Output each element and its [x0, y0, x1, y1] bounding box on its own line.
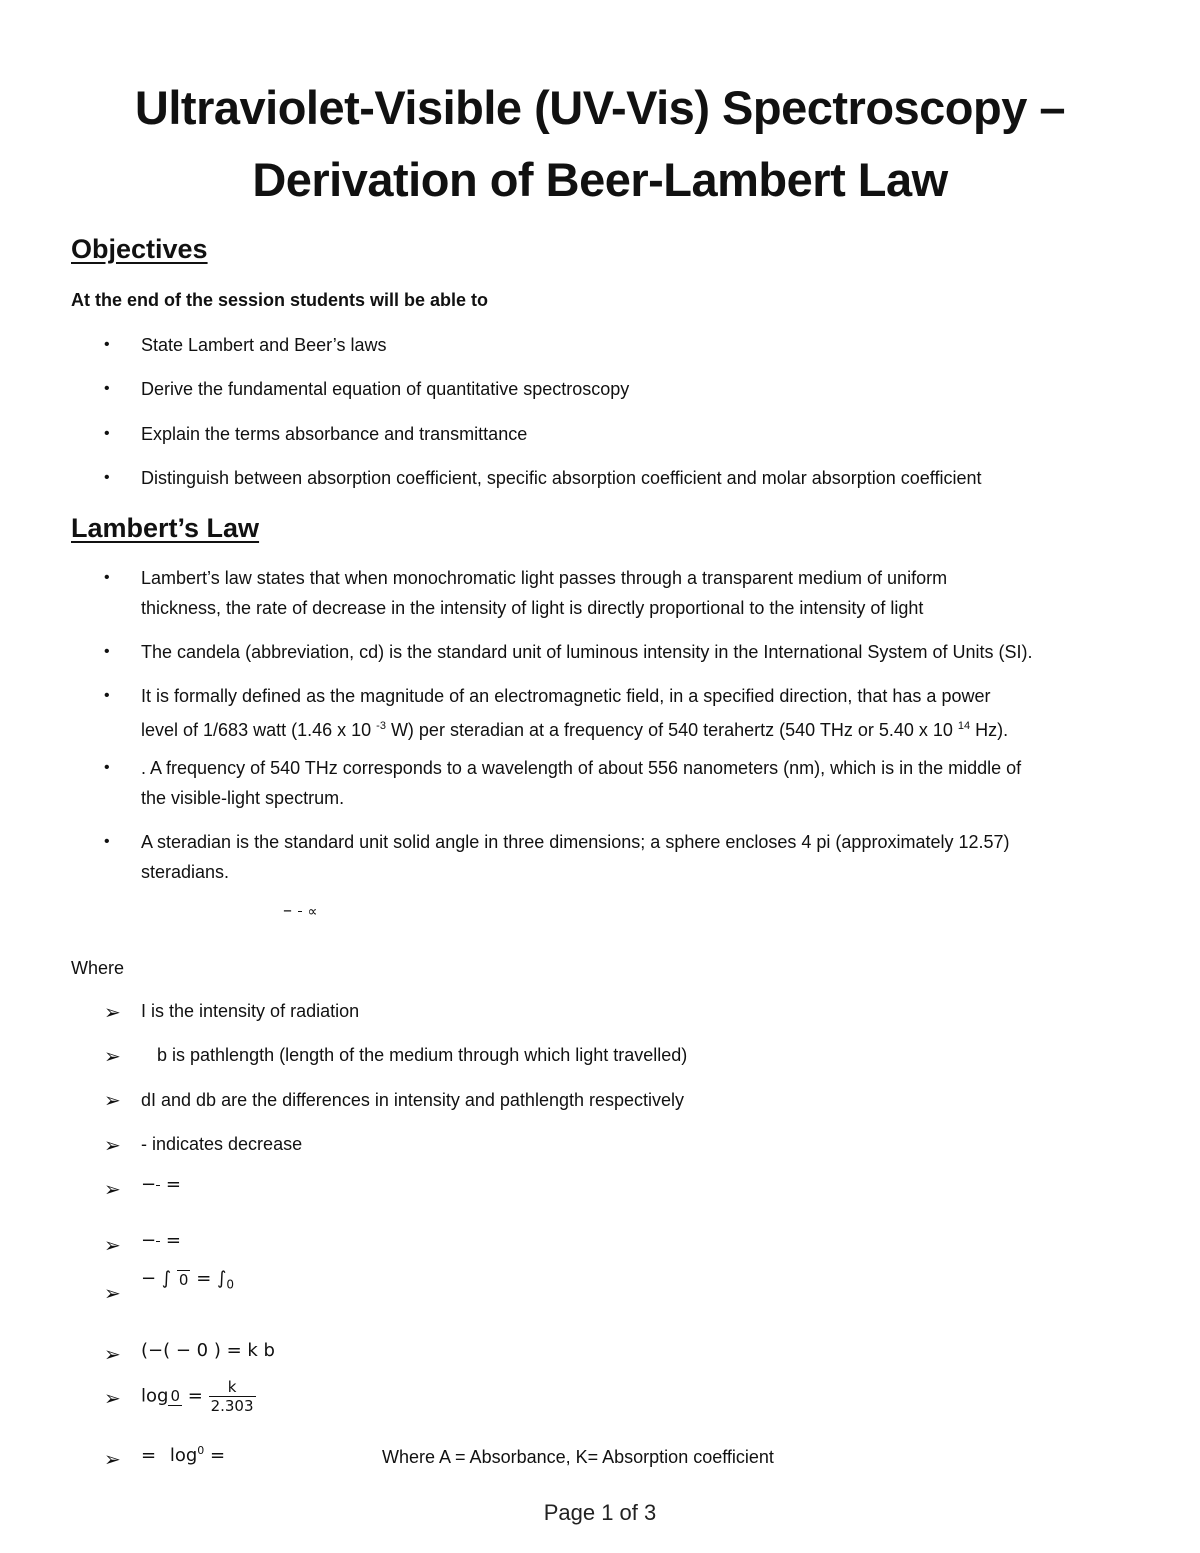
lambert-item-line	[141, 711, 1141, 745]
minus-sign: −	[141, 1174, 157, 1195]
equation-step-log	[141, 1378, 256, 1415]
fraction	[156, 1185, 160, 1186]
exponent: 0	[197, 1444, 205, 1457]
bullet-icon: •	[104, 469, 110, 486]
minus-sign: –	[283, 900, 292, 921]
minus-sign: −	[141, 1230, 157, 1251]
equation-step-integral	[141, 1268, 234, 1292]
objective-item: Distinguish between absorption coefficient, specific absorption coefficient and molar absorption coefficient	[141, 468, 982, 488]
definition-item: - indicates decrease	[141, 1134, 303, 1154]
lambert-item-line: A steradian is the standard unit solid angle in three dimensions; a sphere encloses 4 pi (approximately 12.57)	[141, 832, 1010, 852]
definition-item: I is the intensity of radiation	[141, 1001, 360, 1021]
bullet-icon: •	[104, 759, 110, 776]
arrow-bullet-icon: ➢	[104, 1283, 121, 1305]
equation-lhs: =	[141, 1445, 157, 1466]
fraction-numerator	[298, 911, 302, 912]
fraction	[156, 1241, 160, 1242]
equals-sign: =	[196, 1268, 212, 1289]
arrow-bullet-icon: ➢	[104, 1002, 121, 1024]
objective-item: State Lambert and Beer’s laws	[141, 335, 387, 355]
fraction-numerator: 0	[170, 1387, 180, 1405]
equation-proportionality	[283, 900, 317, 921]
equation-step	[141, 1230, 181, 1251]
log-function: log	[141, 1385, 169, 1407]
arrow-bullet-icon: ➢	[104, 1179, 121, 1201]
page-title-line-2: Derivation of Beer-Lambert Law	[252, 153, 948, 206]
definition-item: b is pathlength (length of the medium through which light travelled)	[157, 1045, 688, 1065]
lambert-item	[141, 681, 1141, 745]
lambert-item-line: It is formally defined as the magnitude of an electromagnetic field, in a specified direction, that has a power	[141, 686, 991, 706]
objectives-heading: Objectives	[71, 234, 208, 264]
fraction	[209, 1378, 256, 1415]
equals-sign: =	[165, 1230, 181, 1251]
objectives-intro: At the end of the session students will be able to	[71, 290, 489, 310]
page-title-line-1: Ultraviolet-Visible (UV-Vis) Spectroscopy –	[134, 81, 1066, 134]
absorbance-note: Where A = Absorbance, K= Absorption coefficient	[382, 1447, 774, 1467]
arrow-bullet-icon: ➢	[104, 1046, 121, 1068]
lambert-item-line: Lambert’s law states that when monochromatic light passes through a transparent medium of uniform	[141, 568, 948, 588]
arrow-bullet-icon: ➢	[104, 1135, 121, 1157]
proportional-sign: ∝	[307, 904, 318, 920]
bullet-icon: •	[104, 833, 110, 850]
objective-item: Derive the fundamental equation of quantitative spectroscopy	[141, 379, 630, 399]
fraction	[177, 1270, 191, 1289]
fraction-numerator: k	[209, 1378, 256, 1397]
objective-item: Explain the terms absorbance and transmittance	[141, 424, 528, 444]
fraction	[168, 1387, 182, 1406]
arrow-bullet-icon: ➢	[104, 1235, 121, 1257]
equals-sign: =	[187, 1385, 203, 1407]
equation-step: (−( − 0 ) = k b	[141, 1340, 275, 1361]
lambert-item-line: the visible-light spectrum.	[141, 788, 345, 808]
bullet-icon: •	[104, 336, 110, 353]
fraction	[298, 911, 302, 912]
lambert-item	[141, 563, 1141, 623]
lower-limit: 0	[178, 1270, 189, 1289]
page-number: Page 1 of 3	[543, 1500, 657, 1525]
lamberts-law-heading: Lambert’s Law	[71, 513, 260, 543]
lambert-item	[141, 753, 1141, 813]
bullet-icon: •	[104, 569, 110, 586]
where-label: Where	[71, 958, 125, 978]
fraction-numerator	[156, 1185, 160, 1186]
bullet-icon: •	[104, 425, 110, 442]
log-function: log	[169, 1445, 198, 1466]
lambert-item-line: thickness, the rate of decrease in the intensity of light is directly proportional to the intensity of light	[141, 598, 924, 618]
exponent: -3	[376, 720, 386, 732]
fraction-numerator	[156, 1241, 160, 1242]
text-run: W) per steradian at a frequency of 540 terahertz (540 THz or 5.40 x 10	[385, 720, 958, 740]
arrow-bullet-icon: ➢	[104, 1388, 121, 1410]
bullet-icon: •	[104, 380, 110, 397]
arrow-bullet-icon: ➢	[104, 1090, 121, 1112]
text-run: Hz).	[970, 720, 1009, 740]
definition-item: dI and db are the differences in intensity and pathlength respectively	[141, 1090, 685, 1110]
integral-sign: ∫	[217, 1268, 227, 1289]
integral-sign: − ∫	[141, 1268, 172, 1289]
lower-limit: 0	[226, 1277, 235, 1292]
equation-step	[141, 1174, 181, 1195]
exponent: 14	[957, 720, 971, 732]
lambert-item-line: . A frequency of 540 THz corresponds to a wavelength of about 556 nanometers (nm), which is in the middle of	[141, 758, 1022, 778]
bullet-icon: •	[104, 643, 110, 660]
fraction-denominator: 2.303	[210, 1397, 254, 1415]
arrow-bullet-icon: ➢	[104, 1449, 121, 1471]
lambert-item	[141, 827, 1141, 887]
lambert-item: The candela (abbreviation, cd) is the standard unit of luminous intensity in the International System of Units (SI).	[141, 642, 1033, 662]
equals-sign: =	[165, 1174, 181, 1195]
equals-sign: =	[210, 1445, 226, 1466]
arrow-bullet-icon: ➢	[104, 1344, 121, 1366]
text-run: level of 1/683 watt (1.46 x 10	[141, 720, 377, 740]
equation-step-absorbance	[141, 1444, 225, 1466]
bullet-icon: •	[104, 687, 110, 704]
lambert-item-line: steradians.	[141, 862, 230, 882]
